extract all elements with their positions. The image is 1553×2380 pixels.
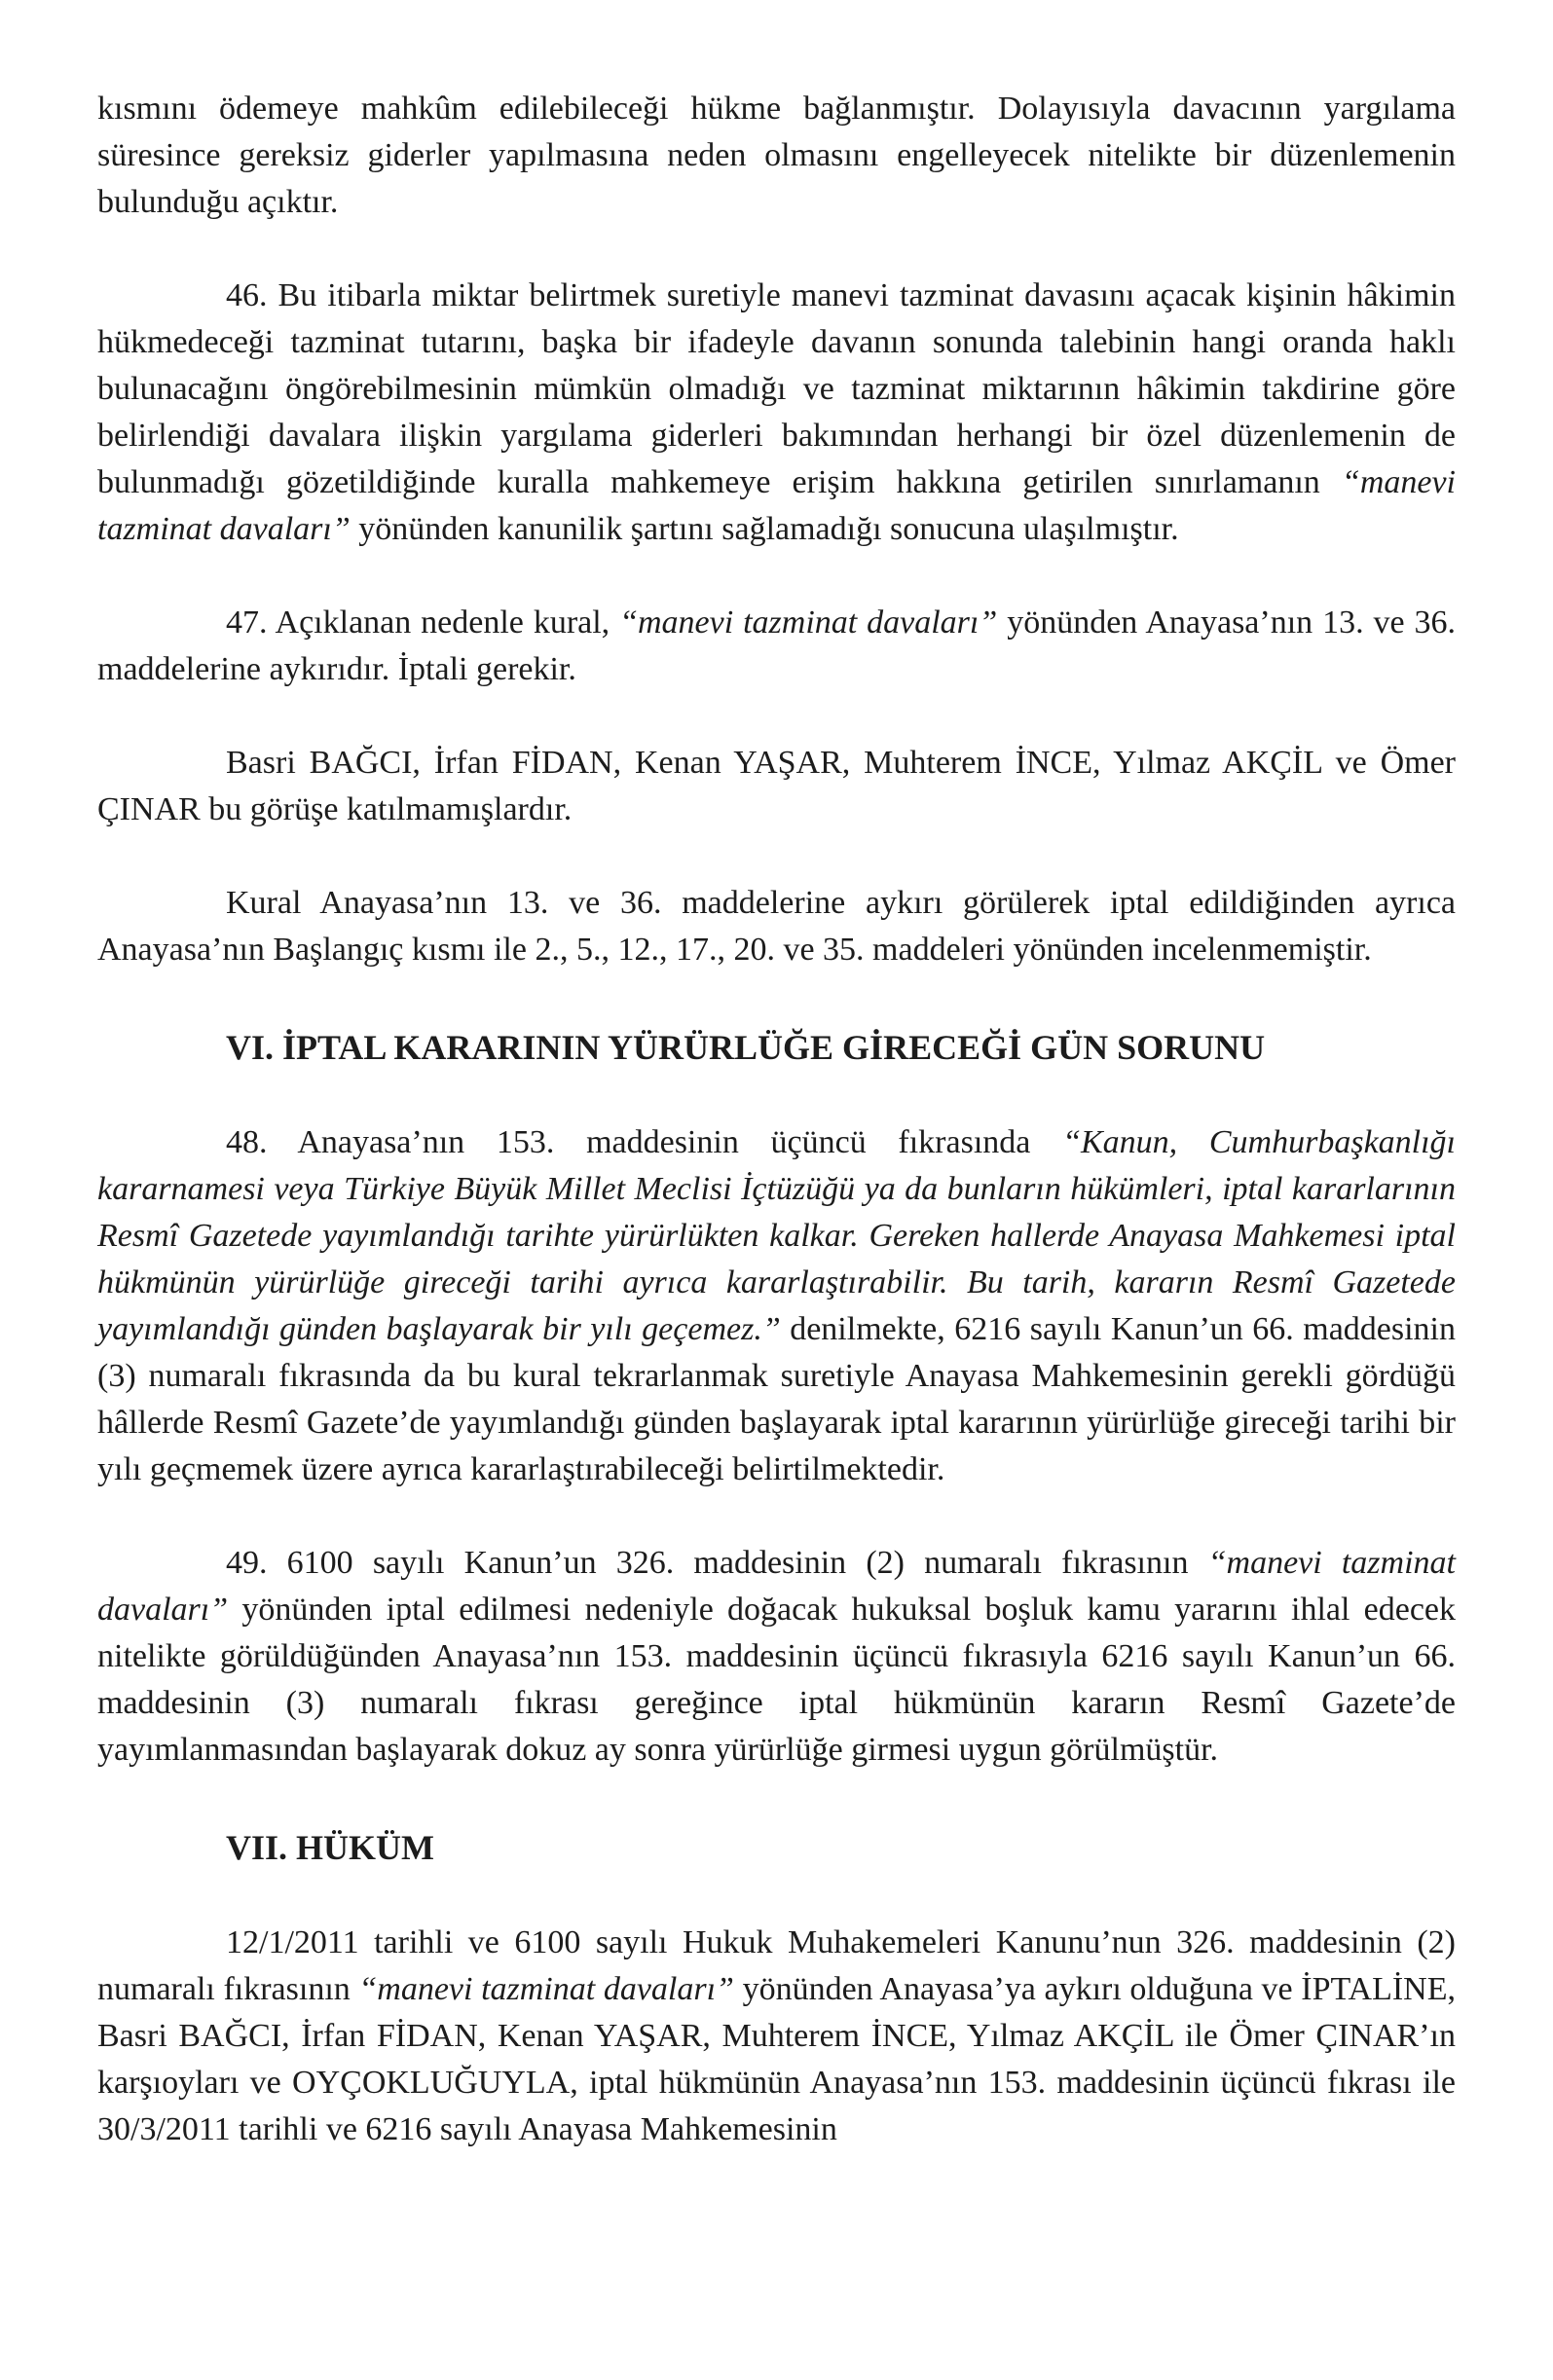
paragraph-49 — [97, 1540, 1456, 1774]
italic-quote: “manevi tazminat davaları” — [619, 604, 998, 641]
paragraph-hukum — [97, 1920, 1456, 2153]
paragraph-text: yönünden iptal edilmesi nedeniyle doğacak hukuksal boşluk kamu yararını ihlal edecek nitelikte görüldüğünden Anayasa’nın 153. maddesinin üçüncü fıkrasıyla 6216 sayılı Kanun’un 66. maddesinin (3) numaralı fıkrası gereğince iptal hükmünün kararın Resmî Gazete’de yayımlanmasından başlayarak dokuz ay sonra yürürlüğe girmesi uygun görülmüştür. — [97, 1592, 1456, 1768]
paragraph-text: Kural Anayasa’nın 13. ve 36. maddelerine aykırı görülerek iptal edildiğinden ayrıca Anayasa’nın Başlangıç kısmı ile 2., 5., 12., 17., 20. ve 35. maddeleri yönünden incelenmemiştir. — [97, 885, 1456, 968]
paragraph-text: kısmını ödemeye mahkûm edilebileceği hükme bağlanmıştır. Dolayısıyla davacının yargılama süresince gereksiz giderler yapılmasına neden olmasını engelleyecek nitelikte bir düzenlemenin bulunduğu açıktır. — [97, 91, 1456, 220]
paragraph-kural — [97, 880, 1456, 973]
italic-quote: “manevi tazminat davaları” — [358, 1971, 734, 2007]
paragraph-45-continuation — [97, 86, 1456, 226]
italic-quote: “manevi tazminat davaları” — [97, 1545, 1456, 1628]
paragraph-text: Basri BAĞCI, İrfan FİDAN, Kenan YAŞAR, Muhterem İNCE, Yılmaz AKÇİL ve Ömer ÇINAR bu görüşe katılmamışlardır. — [97, 745, 1456, 827]
paragraph-text: 49. 6100 sayılı Kanun’un 326. maddesinin (2) numaralı fıkrasının — [226, 1545, 1208, 1581]
paragraph-text: denilmekte, 6216 sayılı Kanun’un 66. maddesinin (3) numaralı fıkrasında da bu kural tekrarlanmak suretiyle Anayasa Mahkemesinin gerekli gördüğü hâllerde Resmî Gazete’de yayımlandığı günden başlayarak iptal kararının yürürlüğe gireceği tarihi bir yılı geçmemek üzere ayrıca kararlaştırabileceği belirtilmektedir. — [97, 1311, 1457, 1487]
paragraph-46 — [97, 273, 1456, 553]
dissent-note — [97, 740, 1456, 833]
italic-quote: “manevi tazminat davaları” — [97, 464, 1456, 547]
paragraph-text: 12/1/2011 tarihli ve 6100 sayılı Hukuk Muhakemeleri Kanunu’nun 326. maddesinin (2) numaralı fıkrasının — [97, 1924, 1456, 2007]
paragraph-text: 47. Açıklanan nedenle kural, — [226, 604, 620, 641]
paragraph-text: yönünden Anayasa’nın 13. ve 36. maddelerine aykırıdır. İptali gerekir. — [97, 604, 1457, 687]
paragraph-text: 46. Bu itibarla miktar belirtmek suretiyle manevi tazminat davasını açacak kişinin hâkimin hükmedeceği tazminat tutarını, başka bir ifadeyle davanın sonunda talebinin hangi oranda haklı bulunacağını öngörebilmesinin mümkün olmadığı ve tazminat miktarının hâkimin takdirine göre belirlendiği davalara ilişkin yargılama giderleri bakımından herhangi bir özel düzenlemenin de bulunmadığı gözetildiğinde kuralla mahkemeye erişim hakkına getirilen sınırlamanın — [97, 277, 1456, 500]
italic-quote: “Kanun, Cumhurbaşkanlığı kararnamesi veya Türkiye Büyük Millet Meclisi İçtüzüğü ya da bunların hükümleri, iptal kararlarının Resmî Gazetede yayımlandığı tarihte yürürlükten kalkar. Gereken hallerde Anayasa Mahkemesi iptal hükmünün yürürlüğe gireceği tarihi ayrıca kararlaştırabilir. Bu tarih, kararın Resmî Gazetede yayımlandığı günden başlayarak bir yılı geçemez.” — [97, 1124, 1456, 1347]
paragraph-text: yönünden kanunilik şartını sağlamadığı sonucuna ulaşılmıştır. — [350, 511, 1179, 547]
paragraph-48 — [97, 1119, 1456, 1493]
paragraph-text: 48. Anayasa’nın 153. maddesinin üçüncü fıkrasında — [226, 1124, 1063, 1160]
paragraph-text: yönünden Anayasa’ya aykırı olduğuna ve İPTALİNE, Basri BAĞCI, İrfan FİDAN, Kenan YAŞAR, Muhterem İNCE, Yılmaz AKÇİL ile Ömer ÇINAR’ın karşıoyları ve OYÇOKLUĞUYLA, iptal hükmünün Anayasa’nın 153. maddesinin üçüncü fıkrası ile 30/3/2011 tarihli ve 6216 sayılı Anayasa Mahkemesinin — [97, 1971, 1456, 2147]
section-heading-vi: VI. İPTAL KARARININ YÜRÜRLÜĞE GİRECEĞİ GÜN SORUNU — [226, 1028, 1266, 1067]
paragraph-47 — [97, 600, 1456, 693]
section-heading-vii: VII. HÜKÜM — [226, 1828, 434, 1867]
